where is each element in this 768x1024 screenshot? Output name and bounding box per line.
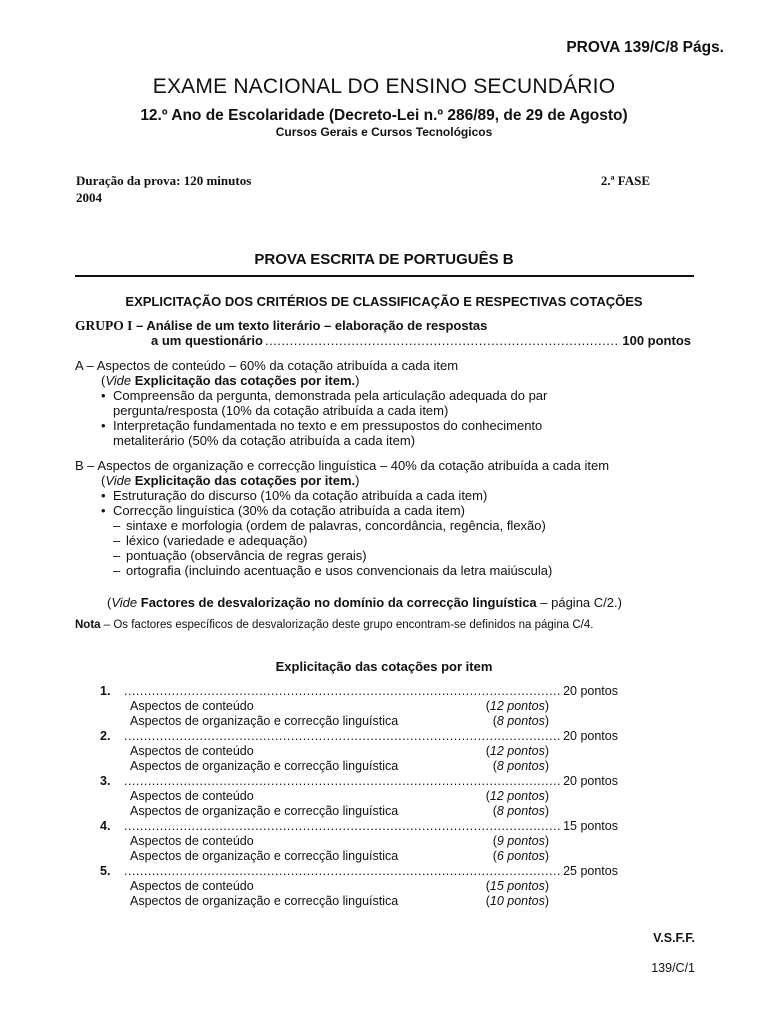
criteria-title: EXPLICITAÇÃO DOS CRITÉRIOS DE CLASSIFICAÇÃO E RESPECTIVAS COTAÇÕES (125, 294, 643, 309)
vsff: V.S.F.F. (653, 931, 695, 945)
section-a-bullet: • Compreensão da pergunta, demonstrada pela articulação adequada do par pergunta/resposta (10% da cotação atribuída a cada item) (99, 388, 605, 418)
cotacao-item: 2. ..... 20 pontos Aspectos de conteúdo (12 pontos) Aspectos de organização e correcção linguística (8 pontos) (100, 729, 618, 774)
section-a (75, 358, 605, 448)
cotacoes-title: Explicitação das cotações por item (275, 659, 493, 674)
title-rule (75, 275, 694, 277)
nota-text: – Os factores específicos de desvalorização deste grupo encontram-se definidos na página C/4. (100, 619, 594, 631)
section-a-heading: A – Aspectos de conteúdo – 60% da cotação atribuída a cada item (75, 358, 459, 373)
cotacao-item: 1. ..... 20 pontos Aspectos de conteúdo (12 pontos) Aspectos de organização e correcção linguística (8 pontos) (100, 684, 618, 729)
section-b-bullet: • Estruturação do discurso (10% da cotação atribuída a cada item) (99, 488, 695, 503)
duration: Duração da prova: 120 minutos (76, 173, 252, 188)
exam-subsubtitle: Cursos Gerais e Cursos Tecnológicos (275, 125, 493, 139)
cotacao-item: 4. ..... 15 pontos Aspectos de conteúdo (9 pontos) Aspectos de organização e correcção linguística (6 pontos) (100, 819, 618, 864)
grupo-label: GRUPO I (75, 318, 133, 333)
section-b-vide: (Vide Explicitação das cotações por item.) (101, 473, 360, 488)
section-a-vide: (Vide Explicitação das cotações por item.) (101, 373, 360, 388)
nota-line (75, 619, 593, 631)
grupo-block (75, 318, 691, 348)
grupo-points: 100 pontos (622, 333, 691, 348)
section-b-heading: B – Aspectos de organização e correcção linguística – 40% da cotação atribuída a cada item (75, 458, 610, 473)
prova-title: PROVA ESCRITA DE PORTUGUÊS B (254, 251, 514, 268)
grupo-desc-2: a um questionário (151, 333, 263, 348)
nota-label: Nota (75, 619, 101, 631)
section-b-dash: – ortografia (incluindo acentuação e usos convencionais da letra maiúscula) (113, 563, 695, 578)
exam-subtitle: 12.º Ano de Escolaridade (Decreto-Lei n.º 286/89, de 29 de Agosto) (140, 107, 628, 124)
grupo-desc: – Análise de um texto literário – elaboração de respostas (132, 318, 488, 333)
grupo-total-line (75, 333, 691, 348)
prova-code: PROVA 139/C/8 Págs. (566, 39, 724, 56)
phase: 2.ª FASE (600, 173, 650, 188)
page-number: 139/C/1 (651, 961, 695, 975)
factores-line: (Vide Factores de desvalorização no domínio da correcção linguística – página C/2.) (107, 595, 622, 610)
exam-title: EXAME NACIONAL DO ENSINO SECUNDÁRIO (152, 75, 616, 98)
section-a-bullet: • Interpretação fundamentada no texto e em pressupostos do conhecimento metaliterário (50% da cotação atribuída a cada item) (99, 418, 605, 448)
section-b-dash: – pontuação (observância de regras gerais) (113, 548, 695, 563)
section-b-bullet: • Correcção linguística (30% da cotação atribuída a cada item) (99, 503, 695, 518)
cotacao-item: 3. ..... 20 pontos Aspectos de conteúdo (12 pontos) Aspectos de organização e correcção linguística (8 pontos) (100, 774, 618, 819)
section-b-dash: – sintaxe e morfologia (ordem de palavras, concordância, regência, flexão) (113, 518, 695, 533)
leader-dots (265, 333, 620, 348)
section-b-dash: – léxico (variedade e adequação) (113, 533, 695, 548)
cotacao-item: 5. ..... 25 pontos Aspectos de conteúdo (15 pontos) Aspectos de organização e correcção linguística (10 pontos) (100, 864, 618, 909)
year: 2004 (76, 190, 102, 205)
section-b (75, 458, 695, 578)
cotacoes-list (100, 684, 618, 909)
